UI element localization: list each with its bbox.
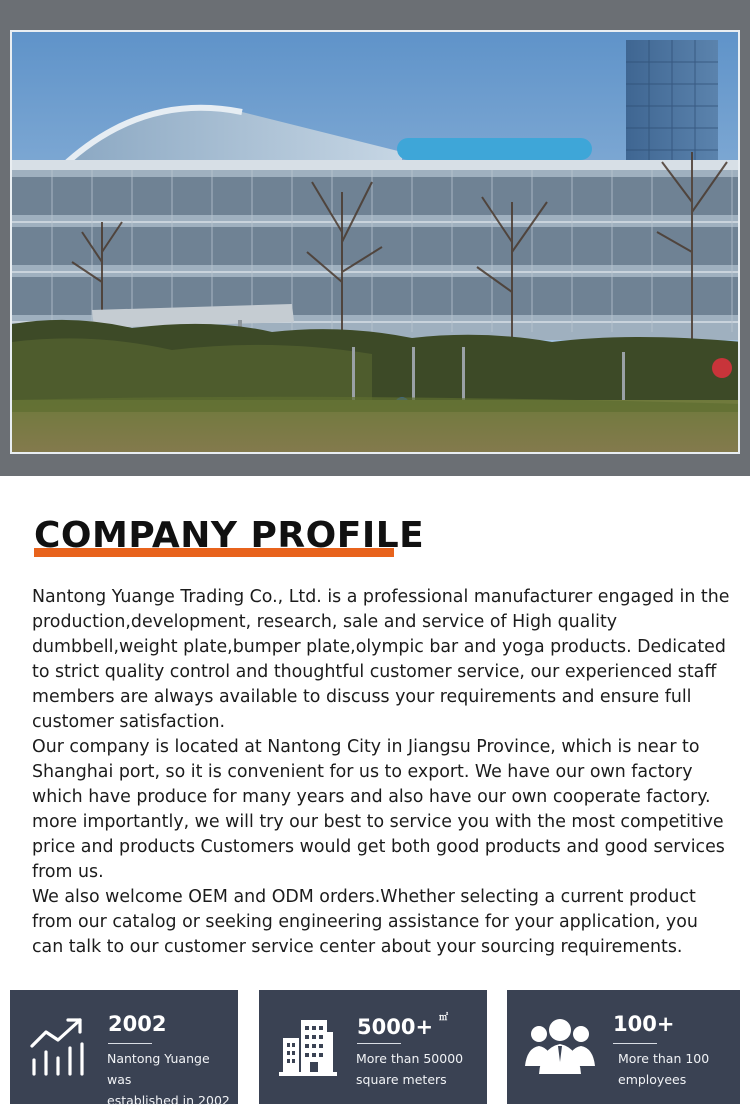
stat-divider <box>357 1043 401 1044</box>
stat-card-founded <box>10 990 238 1108</box>
stats-row <box>10 990 740 1108</box>
stat-card-employees <box>507 990 740 1104</box>
section-heading <box>34 514 424 558</box>
people-icon <box>525 1016 587 1078</box>
growth-chart-icon <box>28 1016 90 1078</box>
stat-card-area <box>259 990 487 1104</box>
description-paragraph: We also welcome OEM and ODM orders.Whether selecting a current product from our catalog or seeking engineering assistance for your application, you can talk to our customer service center about your sourcing requirements. <box>32 887 698 957</box>
stat-divider <box>613 1043 657 1044</box>
company-building-photo <box>10 30 740 454</box>
stat-description: Nantong Yuange was established in 2002 <box>107 1051 230 1108</box>
stat-description: More than 100 employees <box>618 1051 710 1087</box>
company-description <box>32 585 732 960</box>
stat-value: 2002 <box>108 1012 167 1036</box>
building-icon <box>277 1016 339 1078</box>
page-title: COMPANY PROFILE <box>34 515 425 556</box>
description-paragraph: Our company is located at Nantong City in Jiangsu Province, which is near to Shanghai port, so it is convenient for us to export. We have our own factory which have produce for many years and also have our own cooperate factory. more importantly, we will try our best to service you with the most competitive price and products Customers would get both good products and good services from us. <box>32 737 725 882</box>
description-paragraph: Nantong Yuange Trading Co., Ltd. is a professional manufacturer engaged in the production,development, research, sale and service of High quality dumbbell,weight plate,bumper plate,olympic bar and yoga products. Dedicated to strict quality control and thoughtful customer service, our experienced staff members are always available to discuss your requirements and ensure full customer satisfaction. <box>32 587 730 732</box>
stat-divider <box>108 1043 152 1044</box>
hero-banner <box>0 0 750 476</box>
stat-description: More than 50000 square meters <box>356 1051 464 1087</box>
stat-value: 100+ <box>613 1012 675 1036</box>
stat-value: 5000+ ㎡ <box>357 1013 449 1039</box>
